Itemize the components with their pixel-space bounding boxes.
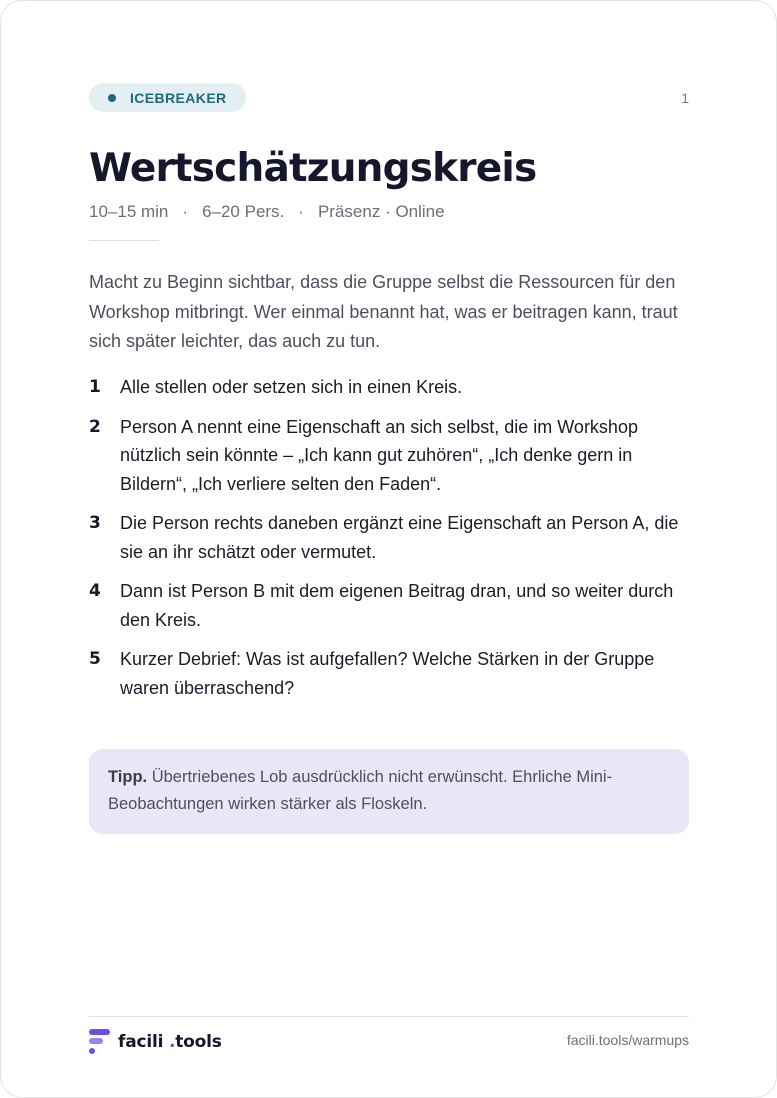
step-number: 5 xyxy=(89,649,101,669)
list-item xyxy=(89,413,689,499)
facili-tools-logo-icon xyxy=(89,1029,111,1055)
step-text: Person A nennt eine Eigenschaft an sich selbst, die im Workshop nützlich sein könnte – „Ich kann gut zuhören“, „Ich denke gern in Bildern“, „Ich verliere selten den Faden“. xyxy=(120,416,638,494)
step-text: Alle stellen oder setzen sich in einen Kreis. xyxy=(120,377,463,397)
logo-word-facili: facili xyxy=(118,1032,164,1052)
meta-format: Präsenz · Online xyxy=(317,202,445,221)
meta-line xyxy=(89,202,445,222)
logo-wordmark xyxy=(118,1032,222,1052)
step-number: 3 xyxy=(89,513,101,533)
intro-paragraph: Macht zu Beginn sichtbar, dass die Gruppe selbst die Ressourcen für den Workshop mitbringt. Wer einmal benannt hat, was er beitragen kann, traut sich später leichter, das auch zu tun. xyxy=(89,272,678,351)
list-item xyxy=(89,509,689,566)
footer-url-link[interactable]: facili.tools/warmups xyxy=(566,1032,689,1048)
tip-box xyxy=(89,749,689,834)
logo-dot: . xyxy=(168,1032,176,1052)
meta-separator: · xyxy=(298,202,304,221)
tip-text: Übertriebenes Lob ausdrücklich nicht erwünscht. Ehrliche Mini-Beobachtungen wirken stärker als Floskeln. xyxy=(108,768,613,813)
meta-group-size: 6–20 Pers. xyxy=(202,202,285,221)
page-title: Wertschätzungskreis xyxy=(89,146,537,191)
footer-divider xyxy=(89,1016,689,1017)
list-item xyxy=(89,645,689,702)
logo-word-tools: tools xyxy=(175,1032,222,1052)
step-text: Die Person rechts daneben ergänzt eine Eigenschaft an Person A, die sie an ihr schätzt oder vermutet. xyxy=(120,513,679,562)
title-divider xyxy=(89,240,159,241)
step-number: 4 xyxy=(89,581,101,601)
steps-list xyxy=(89,373,689,713)
step-number: 1 xyxy=(89,377,101,397)
page-number: 1 xyxy=(681,90,689,106)
list-item xyxy=(89,373,689,402)
category-badge xyxy=(89,83,246,112)
tip-label: Tipp. xyxy=(108,768,148,786)
step-text: Dann ist Person B mit dem eigenen Beitrag dran, und so weiter durch den Kreis. xyxy=(120,581,674,630)
meta-separator: · xyxy=(182,202,189,221)
card-content xyxy=(89,1,689,1097)
step-number: 2 xyxy=(89,416,101,437)
meta-duration: 10–15 min xyxy=(89,202,169,221)
badge-label: ICEBREAKER xyxy=(130,89,227,106)
list-item xyxy=(89,577,689,634)
facili-tools-logo[interactable] xyxy=(89,1029,222,1055)
badge-dot-icon xyxy=(108,94,116,102)
step-text: Kurzer Debrief: Was ist aufgefallen? Welche Stärken in der Gruppe waren überraschend? xyxy=(120,649,655,698)
